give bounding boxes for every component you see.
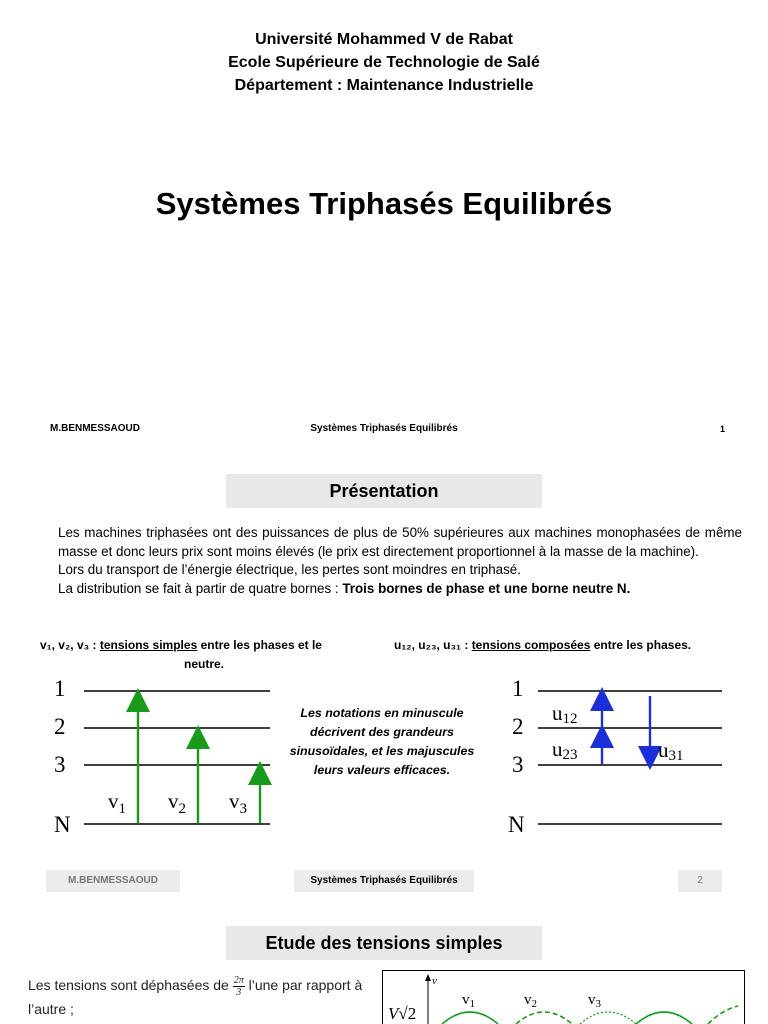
bullet-text: La distribution se fait à partir de quatre bornes : [58, 580, 343, 596]
v1-curve-next [636, 1012, 692, 1024]
line-label-2: 2 [54, 714, 66, 739]
line-label-2: 2 [512, 714, 524, 739]
v2-curve [516, 1012, 572, 1024]
series-sub: 3 [595, 998, 601, 1010]
phase-shift-text [28, 974, 380, 1020]
series-base: v [462, 992, 470, 1008]
footer1-author: M.BENMESSAOUD [50, 423, 141, 434]
footer1-page: 1 [720, 424, 726, 434]
footer2-page: 2 [678, 870, 722, 892]
vector-subscript: 2 [178, 801, 186, 817]
bullet-text: Les machines triphasées ont des puissances de plus de 50% supérieures aux machines monophasées de même masse et donc leurs prix sont moins élevés (le prix est directement proportionnel à la masse de la machine). [58, 525, 742, 559]
v2-curve-next [708, 1006, 738, 1024]
v1-label [108, 789, 126, 817]
text-before: Les tensions sont déphasées de [28, 977, 233, 993]
line-label-1: 1 [54, 676, 66, 701]
footer2-author: M.BENMESSAOUD [46, 870, 180, 892]
v3-label [229, 789, 247, 817]
department-name: Département : Maintenance Industrielle [234, 77, 534, 94]
graph-axis-label: v [432, 975, 437, 987]
underlined-text: tensions simples [99, 638, 198, 652]
vector-base: u [658, 738, 669, 762]
sinusoid-graph [382, 970, 746, 1024]
symbols-text: u₁₂, u₂₃, u₃₁ : [394, 638, 472, 652]
section-heading-presentation: Présentation [226, 474, 542, 508]
series-base: v [588, 992, 596, 1008]
tensions-simples-label-cont: neutre. [183, 657, 224, 671]
amplitude-label: V√2 [388, 1004, 417, 1023]
symbols-text: v₁, v₂, v₃ : [40, 638, 100, 652]
line-label-3: 3 [54, 752, 66, 777]
vector-subscript: 23 [562, 747, 578, 763]
notation-note: Les notations en minuscule décrivent des grandeurs sinusoïdales, et les majuscules leurs valeurs efficaces. [289, 706, 475, 777]
series-label-v1 [462, 992, 475, 1010]
line-label-n: N [54, 812, 71, 837]
footer1-title: Systèmes Triphasés Equilibrés [310, 423, 458, 434]
v2-label [168, 789, 186, 817]
rest-text: entre les phases. [590, 638, 692, 652]
phase-fraction [233, 975, 245, 998]
simple-voltage-diagram [40, 672, 280, 840]
vector-base: u [552, 737, 563, 761]
school-name: Ecole Supérieure de Technologie de Salé [228, 54, 540, 71]
line-label-1: 1 [512, 676, 524, 701]
fraction-denominator: 3 [236, 986, 242, 998]
vector-subscript: 31 [668, 748, 684, 764]
series-label-v3 [588, 992, 602, 1010]
v3-curve [580, 1012, 636, 1024]
series-label-v2 [524, 992, 537, 1010]
vector-base: v [108, 789, 119, 813]
university-name: Université Mohammed V de Rabat [255, 31, 513, 48]
u23-label [552, 737, 578, 763]
vector-subscript: 3 [239, 801, 247, 817]
bullet-item [36, 524, 742, 561]
bullet-text: Lors du transport de l’énergie électrique, les pertes sont moindres en triphasé. [58, 562, 521, 577]
document-title: Systèmes Triphasés Equilibrés [155, 186, 613, 221]
line-label-3: 3 [512, 752, 524, 777]
composed-voltage-diagram [500, 672, 730, 840]
amplitude-base: V [388, 1004, 399, 1023]
tensions-composees-label [394, 638, 754, 652]
text-after: l’une par rapport à l’autre ; [28, 977, 363, 1017]
vector-base: v [229, 789, 240, 813]
amplitude-root: 2 [407, 1004, 417, 1023]
u31-label [658, 738, 684, 764]
bullet-bold-text: Trois bornes de phase et une borne neutre N. [342, 580, 631, 596]
vector-subscript: 1 [118, 801, 126, 817]
series-base: v [524, 992, 532, 1008]
fraction-numerator: 2π [233, 974, 244, 986]
bullet-item [36, 580, 742, 599]
footer2-title: Systèmes Triphasés Equilibrés [294, 870, 474, 892]
presentation-bullets [36, 524, 742, 598]
graph-y-axis-arrow [425, 974, 431, 981]
series-sub: 2 [531, 998, 537, 1010]
section-heading-tensions-simples: Etude des tensions simples [226, 926, 542, 960]
vector-subscript: 12 [562, 711, 578, 727]
vector-base: v [168, 789, 179, 813]
bullet-item [36, 561, 742, 580]
underlined-text: tensions composées [471, 638, 591, 652]
series-sub: 1 [469, 998, 475, 1010]
vector-base: u [552, 701, 563, 725]
tensions-simples-label [40, 638, 380, 652]
u12-label [552, 701, 578, 727]
v1-curve [442, 1012, 498, 1024]
line-label-n: N [508, 812, 525, 837]
rest-text: entre les phases et le [197, 638, 322, 652]
